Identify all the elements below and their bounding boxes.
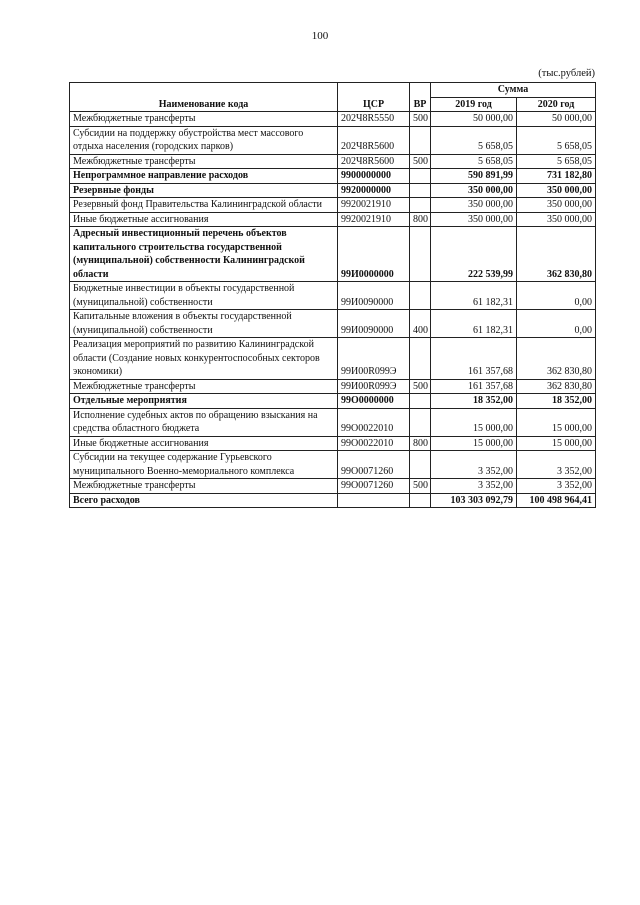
- row-csr: 99И0090000: [338, 282, 410, 310]
- row-csr: 9900000000: [338, 169, 410, 184]
- row-csr: 99И0000000: [338, 227, 410, 282]
- table-row: [70, 479, 596, 494]
- table-row: [70, 451, 596, 479]
- row-name: Бюджетные инвестиции в объекты государственной (муниципальной) собственности: [70, 282, 338, 310]
- table-row: [70, 493, 596, 508]
- row-value-2019: 590 891,99: [431, 169, 517, 184]
- row-value-2019: 15 000,00: [431, 436, 517, 451]
- row-value-2019: 161 357,68: [431, 338, 517, 380]
- table-row: [70, 169, 596, 184]
- row-csr: 9920000000: [338, 183, 410, 198]
- row-value-2020: 100 498 964,41: [517, 493, 596, 508]
- row-name: Иные бюджетные ассигнования: [70, 212, 338, 227]
- row-vr: 500: [410, 479, 431, 494]
- table-row: [70, 126, 596, 154]
- row-value-2020: 5 658,05: [517, 154, 596, 169]
- row-csr: 99И00R099Э: [338, 379, 410, 394]
- table-row: [70, 310, 596, 338]
- row-value-2019: 61 182,31: [431, 282, 517, 310]
- table-row: [70, 282, 596, 310]
- table-row: [70, 436, 596, 451]
- row-vr: [410, 126, 431, 154]
- row-value-2020: 5 658,05: [517, 126, 596, 154]
- row-name: Резервные фонды: [70, 183, 338, 198]
- row-name: Отдельные мероприятия: [70, 394, 338, 409]
- row-csr: 9920021910: [338, 212, 410, 227]
- row-vr: [410, 198, 431, 213]
- row-vr: [410, 451, 431, 479]
- row-csr: [338, 493, 410, 508]
- row-name: Резервный фонд Правительства Калининградской области: [70, 198, 338, 213]
- table-row: [70, 338, 596, 380]
- row-name: Межбюджетные трансферты: [70, 479, 338, 494]
- row-value-2019: 3 352,00: [431, 479, 517, 494]
- row-name: Субсидии на поддержку обустройства мест массового отдыха населения (городских парков): [70, 126, 338, 154]
- row-value-2019: 3 352,00: [431, 451, 517, 479]
- row-value-2019: 103 303 092,79: [431, 493, 517, 508]
- row-name: Непрограммное направление расходов: [70, 169, 338, 184]
- table-row: [70, 183, 596, 198]
- page-number: 100: [311, 30, 329, 42]
- row-csr: 99И0090000: [338, 310, 410, 338]
- row-name: Субсидии на текущее содержание Гурьевского муниципального Военно-мемориального комплекса: [70, 451, 338, 479]
- row-csr: 202Ч8R5600: [338, 126, 410, 154]
- table-row: [70, 198, 596, 213]
- header-name: Наименование кода: [70, 83, 338, 112]
- row-value-2020: 0,00: [517, 310, 596, 338]
- row-vr: [410, 493, 431, 508]
- budget-table: [69, 82, 596, 508]
- header-2019: 2019 год: [431, 97, 517, 112]
- row-csr: 9920021910: [338, 198, 410, 213]
- row-vr: [410, 338, 431, 380]
- row-vr: [410, 227, 431, 282]
- row-value-2019: 350 000,00: [431, 183, 517, 198]
- row-name: Адресный инвестиционный перечень объектов капитального строительства государственной (муниципальной) собственности Калининградской области: [70, 227, 338, 282]
- row-value-2019: 222 539,99: [431, 227, 517, 282]
- header-csr: ЦСР: [338, 83, 410, 112]
- row-value-2020: 15 000,00: [517, 408, 596, 436]
- row-value-2020: 15 000,00: [517, 436, 596, 451]
- row-name: Всего расходов: [70, 493, 338, 508]
- row-vr: 500: [410, 154, 431, 169]
- table-row: [70, 112, 596, 127]
- row-vr: [410, 408, 431, 436]
- row-name: Иные бюджетные ассигнования: [70, 436, 338, 451]
- row-vr: 500: [410, 112, 431, 127]
- row-value-2020: 350 000,00: [517, 183, 596, 198]
- row-name: Межбюджетные трансферты: [70, 379, 338, 394]
- row-vr: [410, 394, 431, 409]
- row-csr: 99И00R099Э: [338, 338, 410, 380]
- row-csr: 99О0071260: [338, 479, 410, 494]
- row-value-2020: 362 830,80: [517, 338, 596, 380]
- row-vr: [410, 169, 431, 184]
- row-value-2020: 362 830,80: [517, 227, 596, 282]
- row-value-2020: 350 000,00: [517, 212, 596, 227]
- table-body: [70, 112, 596, 508]
- row-value-2020: 350 000,00: [517, 198, 596, 213]
- row-name: Межбюджетные трансферты: [70, 154, 338, 169]
- table-row: [70, 212, 596, 227]
- row-csr: 202Ч8R5600: [338, 154, 410, 169]
- row-value-2020: 18 352,00: [517, 394, 596, 409]
- row-csr: 99О0022010: [338, 436, 410, 451]
- row-vr: 800: [410, 436, 431, 451]
- header-sum: Сумма: [431, 83, 596, 98]
- row-value-2020: 3 352,00: [517, 479, 596, 494]
- row-value-2019: 50 000,00: [431, 112, 517, 127]
- row-value-2019: 18 352,00: [431, 394, 517, 409]
- row-value-2019: 5 658,05: [431, 126, 517, 154]
- row-csr: 99О0071260: [338, 451, 410, 479]
- row-name: Реализация мероприятий по развитию Калининградской области (Создание новых конкурентоспособных секторов экономики): [70, 338, 338, 380]
- row-value-2019: 350 000,00: [431, 198, 517, 213]
- row-value-2020: 362 830,80: [517, 379, 596, 394]
- row-vr: 400: [410, 310, 431, 338]
- row-value-2020: 731 182,80: [517, 169, 596, 184]
- table-row: [70, 154, 596, 169]
- header-2020: 2020 год: [517, 97, 596, 112]
- row-vr: 800: [410, 212, 431, 227]
- row-csr: 99О0000000: [338, 394, 410, 409]
- row-value-2019: 15 000,00: [431, 408, 517, 436]
- row-csr: 202Ч8R5550: [338, 112, 410, 127]
- row-vr: [410, 282, 431, 310]
- row-name: Исполнение судебных актов по обращению взыскания на средства областного бюджета: [70, 408, 338, 436]
- row-value-2019: 61 182,31: [431, 310, 517, 338]
- table-row: [70, 394, 596, 409]
- row-value-2020: 50 000,00: [517, 112, 596, 127]
- header-vr: ВР: [410, 83, 431, 112]
- row-name: Межбюджетные трансферты: [70, 112, 338, 127]
- row-vr: [410, 183, 431, 198]
- row-name: Капитальные вложения в объекты государственной (муниципальной) собственности: [70, 310, 338, 338]
- row-csr: 99О0022010: [338, 408, 410, 436]
- units-label: (тыс.рублей): [538, 68, 595, 79]
- row-value-2019: 161 357,68: [431, 379, 517, 394]
- row-value-2020: 3 352,00: [517, 451, 596, 479]
- row-value-2019: 5 658,05: [431, 154, 517, 169]
- table-row: [70, 379, 596, 394]
- table-row: [70, 408, 596, 436]
- row-value-2020: 0,00: [517, 282, 596, 310]
- row-vr: 500: [410, 379, 431, 394]
- table-row: [70, 227, 596, 282]
- row-value-2019: 350 000,00: [431, 212, 517, 227]
